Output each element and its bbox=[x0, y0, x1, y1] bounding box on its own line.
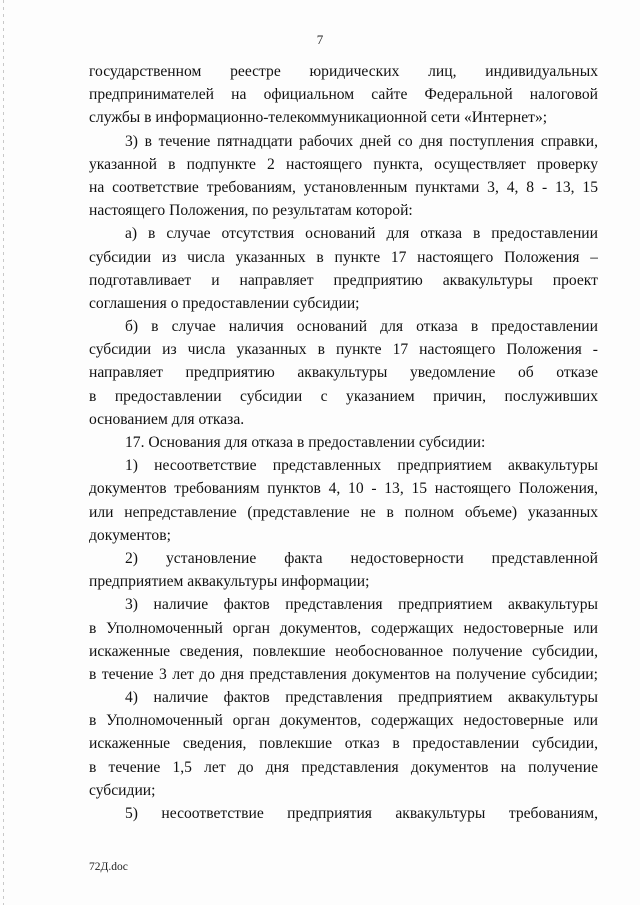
page-number: 7 bbox=[316, 32, 324, 47]
footer-filename: 72Д.doc bbox=[89, 861, 128, 873]
text-line: указанной в подпункте 2 настоящего пункта, осуществляет проверку bbox=[89, 155, 598, 173]
text-line: искаженные сведения, повлекшие отказ в предоставлении субсидии, bbox=[89, 735, 598, 753]
text-line: документов требованиям пунктов 4, 10 - 13, 15 настоящего Положения, bbox=[89, 480, 598, 498]
text-line: документов; bbox=[89, 526, 171, 544]
text-line: настоящего Положения, по результатам которой: bbox=[89, 202, 413, 220]
text-line: б) в случае наличия оснований для отказа в предоставлении bbox=[125, 318, 598, 336]
document-body bbox=[89, 60, 598, 825]
text-line: субсидии из числа указанных в пункте 17 настоящего Положения – bbox=[89, 248, 598, 266]
text-line: 17. Основания для отказа в предоставлении субсидии: bbox=[125, 434, 486, 451]
text-line: а) в случае отсутствия оснований для отказа в предоставлении bbox=[125, 225, 598, 243]
text-line: подготавливает и направляет предприятию аквакультуры проект bbox=[89, 271, 598, 289]
text-line: субсидии из числа указанных в пункте 17 настоящего Положения - bbox=[89, 341, 598, 359]
text-line: 4) наличие фактов представления предприятием аквакультуры bbox=[125, 689, 598, 707]
text-line: в течение 1,5 лет до дня представления документов на получение bbox=[89, 758, 598, 776]
text-line: 3) в течение пятнадцати рабочих дней со дня поступления справки, bbox=[125, 132, 598, 150]
text-line: в Уполномоченный орган документов, содержащих недостоверные или bbox=[89, 619, 598, 637]
text-line: основанием для отказа. bbox=[89, 410, 245, 428]
text-line: 1) несоответствие представленных предприятием аквакультуры bbox=[125, 457, 598, 475]
text-line: 5) несоответствие предприятия аквакультуры требованиям, bbox=[125, 805, 598, 822]
text-line: в предоставлении субсидии с указанием причин, послуживших bbox=[89, 387, 598, 405]
text-line: государственном реестре юридических лиц, индивидуальных bbox=[89, 63, 598, 80]
text-line: предприятием аквакультуры информации; bbox=[89, 573, 370, 591]
text-line: направляет предприятию аквакультуры уведомление об отказе bbox=[89, 364, 598, 382]
text-line: искаженные сведения, повлекшие необоснованное получение субсидии, bbox=[89, 642, 598, 660]
text-line: соглашения о предоставлении субсидии; bbox=[89, 294, 360, 312]
text-line: в течение 3 лет до дня представления документов на получение субсидии; bbox=[89, 665, 598, 683]
text-line: в Уполномоченный орган документов, содержащих недостоверные или bbox=[89, 712, 598, 730]
text-line: 2) установление факта недостоверности представленной bbox=[125, 549, 598, 567]
text-line: субсидии; bbox=[89, 781, 156, 799]
text-line: 3) наличие фактов представления предприятием аквакультуры bbox=[125, 596, 598, 614]
text-line: на соответствие требованиям, установленным пунктами 3, 4, 8 - 13, 15 bbox=[89, 178, 598, 196]
text-line: предпринимателей на официальном сайте Федеральной налоговой bbox=[89, 86, 598, 104]
text-line: службы в информационно-телекоммуникационной сети «Интернет»; bbox=[89, 109, 548, 127]
text-line: или непредставление (представление не в полном объеме) указанных bbox=[89, 503, 598, 521]
